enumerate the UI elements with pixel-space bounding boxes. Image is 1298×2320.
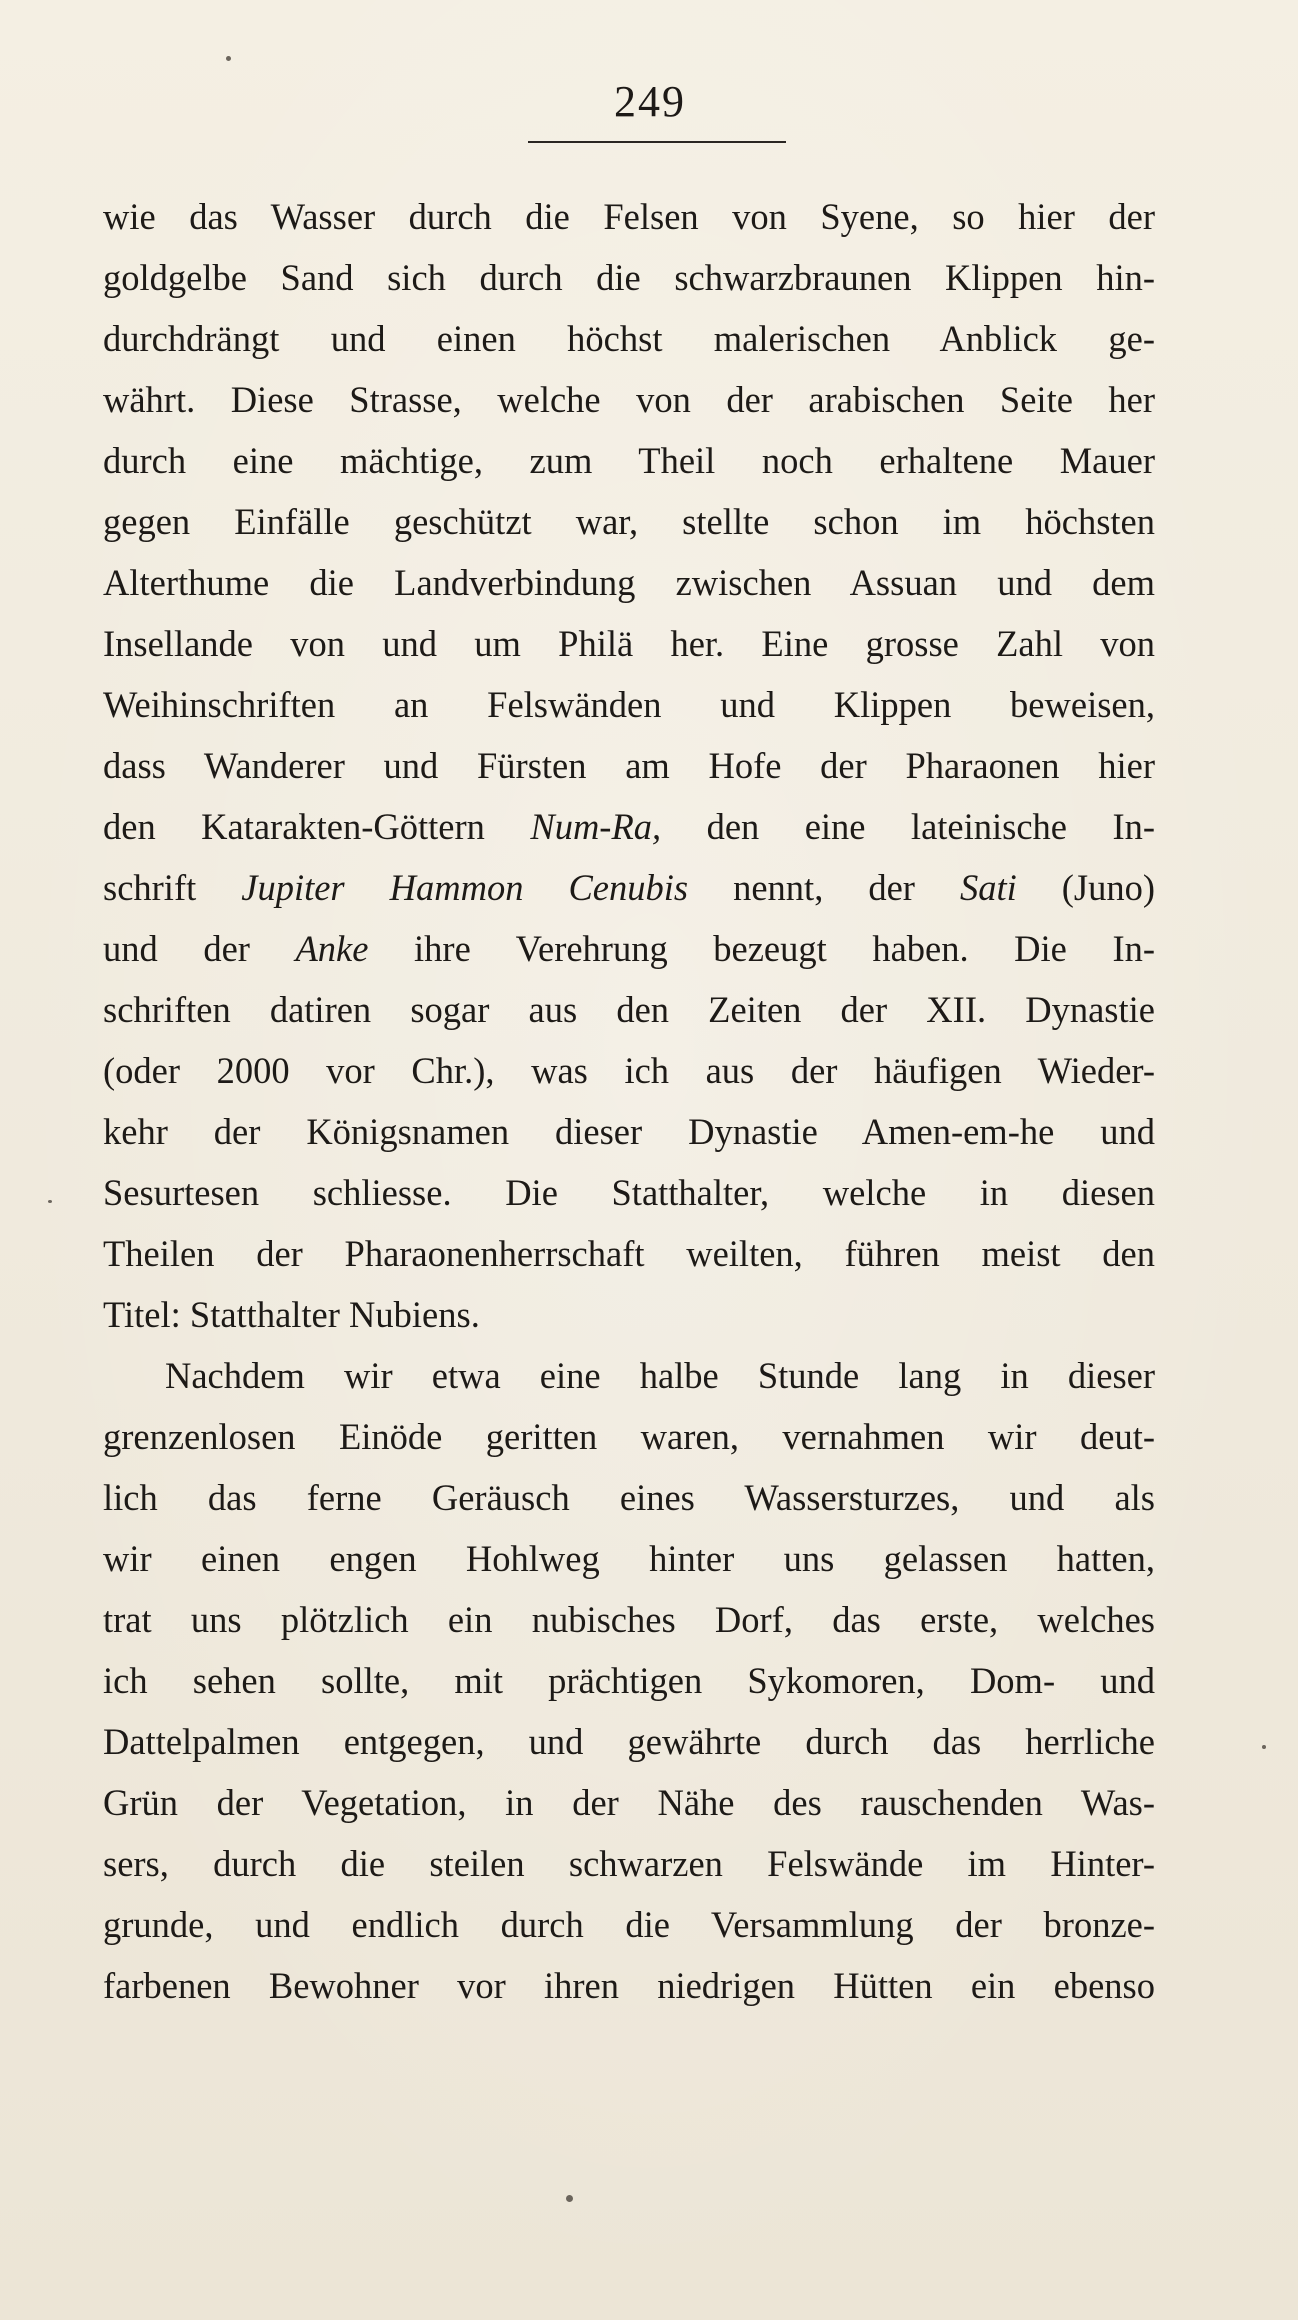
text-line: Grün der Vegetation, in der Nähe des rauschenden Was- — [103, 1782, 1155, 1823]
text-line: grenzenlosen Einöde geritten waren, vernahmen wir deut- — [103, 1416, 1155, 1457]
paragraph-1 — [103, 186, 1155, 1345]
text-line: und der Anke ihre Verehrung bezeugt haben. Die In- — [103, 928, 1156, 969]
text-line: farbenen Bewohner vor ihren niedrigen Hütten ein ebenso — [103, 1965, 1155, 2006]
body-text — [103, 186, 1155, 2016]
text-line: schriften datiren sogar aus den Zeiten der XII. Dynastie — [103, 989, 1155, 1030]
paragraph-2 — [103, 1345, 1155, 2016]
text-line: Insellande von und um Philä her. Eine grosse Zahl von — [103, 623, 1155, 664]
text-line: Nachdem wir etwa eine halbe Stunde lang in dieser — [165, 1355, 1155, 1396]
text-line: goldgelbe Sand sich durch die schwarzbraunen Klippen hin- — [103, 257, 1155, 298]
italic-name: Sati — [959, 867, 1017, 908]
italic-name: Anke — [295, 928, 369, 969]
speck-mark — [1262, 1745, 1266, 1749]
speck-mark — [226, 56, 231, 61]
text-line: dass Wanderer und Fürsten am Hofe der Pharaonen hier — [103, 745, 1155, 786]
speck-mark — [48, 1200, 52, 1203]
italic-name: Num-Ra, — [530, 806, 662, 847]
speck-mark — [566, 2195, 573, 2202]
text-line: Weihinschriften an Felswänden und Klippen beweisen, — [103, 684, 1155, 725]
text-line: Titel: Statthalter Nubiens. — [103, 1294, 480, 1335]
text-line: den Katarakten-Göttern Num-Ra, den eine lateinische In- — [103, 806, 1156, 847]
text-line: (oder 2000 vor Chr.), was ich aus der häufigen Wieder- — [103, 1050, 1155, 1091]
text-line: Theilen der Pharaonenherrschaft weilten, führen meist den — [103, 1233, 1155, 1274]
text-line: kehr der Königsnamen dieser Dynastie Amen-em-he und — [103, 1111, 1155, 1152]
text-line: lich das ferne Geräusch eines Wassersturzes, und als — [103, 1477, 1155, 1518]
text-line: gegen Einfälle geschützt war, stellte schon im höchsten — [103, 501, 1155, 542]
text-line: durch eine mächtige, zum Theil noch erhaltene Mauer — [103, 440, 1155, 481]
text-line: sers, durch die steilen schwarzen Felswände im Hinter- — [103, 1843, 1155, 1884]
header-rule — [528, 141, 786, 143]
text-line: trat uns plötzlich ein nubisches Dorf, das erste, welches — [103, 1599, 1155, 1640]
text-line: wie das Wasser durch die Felsen von Syene, so hier der — [103, 196, 1155, 237]
text-line: grunde, und endlich durch die Versammlung der bronze- — [103, 1904, 1155, 1945]
text-line: ich sehen sollte, mit prächtigen Sykomoren, Dom- und — [103, 1660, 1155, 1701]
text-line: durchdrängt und einen höchst malerischen Anblick ge- — [103, 318, 1155, 359]
text-line: Alterthume die Landverbindung zwischen Assuan und dem — [103, 562, 1155, 603]
text-line: Sesurtesen schliesse. Die Statthalter, welche in diesen — [103, 1172, 1155, 1213]
text-line: wir einen engen Hohlweg hinter uns gelassen hatten, — [103, 1538, 1155, 1579]
text-line: schrift Jupiter Hammon Cenubis nennt, der Sati (Juno) — [103, 867, 1155, 908]
text-line: Dattelpalmen entgegen, und gewährte durch das herrliche — [103, 1721, 1155, 1762]
page-number: 249 — [614, 77, 686, 126]
text-line: währt. Diese Strasse, welche von der arabischen Seite her — [103, 379, 1155, 420]
italic-name: Jupiter Hammon Cenubis — [241, 867, 689, 908]
